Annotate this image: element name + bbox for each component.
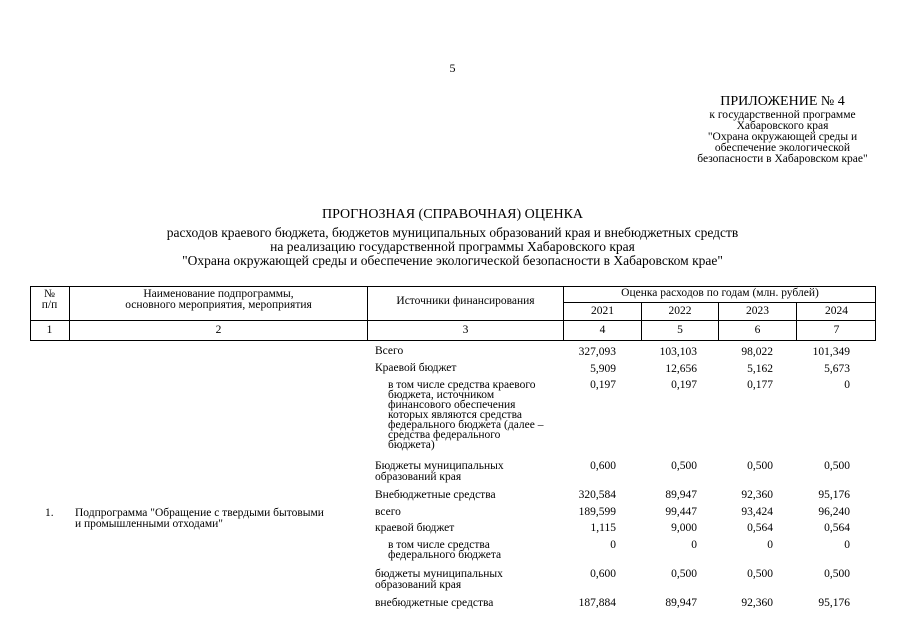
appendix-block xyxy=(640,94,905,165)
appendix-line: к государственной программе xyxy=(709,109,856,121)
value-2022: 99,447 xyxy=(665,506,697,518)
value-2024: 0 xyxy=(844,539,850,551)
document-title: ПРОГНОЗНАЯ (СПРАВОЧНАЯ) ОЦЕНКА xyxy=(321,207,584,222)
header-name: Наименование подпрограммы, основного мероприятия, мероприятия xyxy=(125,288,312,311)
value-2024: 5,673 xyxy=(824,363,850,375)
source-label: Краевой бюджет xyxy=(375,362,457,374)
value-2023: 92,360 xyxy=(741,597,773,609)
column-number: 4 xyxy=(599,324,606,336)
item-name: Подпрограмма "Обращение с твердыми бытовыми и промышленными отходами" xyxy=(75,507,324,530)
value-2021: 0,197 xyxy=(590,379,616,391)
source-label: Внебюджетные средства xyxy=(375,489,496,501)
value-2023: 98,022 xyxy=(741,346,773,358)
value-2023: 0,177 xyxy=(747,379,773,391)
appendix-line: Хабаровского края xyxy=(736,120,829,132)
column-number: 3 xyxy=(462,324,469,336)
value-2022: 9,000 xyxy=(671,522,697,534)
value-2021: 5,909 xyxy=(590,363,616,375)
header-year: 2023 xyxy=(746,305,769,317)
value-2022: 103,103 xyxy=(659,346,697,358)
value-2021: 0,600 xyxy=(590,460,616,472)
value-2021: 187,884 xyxy=(578,597,616,609)
value-2021: 327,093 xyxy=(578,346,616,358)
header-num: № п/п xyxy=(41,288,58,311)
value-2024: 101,349 xyxy=(812,346,850,358)
value-2023: 93,424 xyxy=(741,506,773,518)
source-label: всего xyxy=(375,506,401,518)
value-2021: 0 xyxy=(610,539,616,551)
document-subtitle xyxy=(0,226,905,268)
column-number: 6 xyxy=(754,324,761,336)
source-label: в том числе средства краевого бюджета, источником финансового обеспечения которых являются средства федерального бюджета (далее – средства федерального бюджета) xyxy=(388,379,544,451)
value-2023: 0 xyxy=(767,539,773,551)
subtitle-line: расходов краевого бюджета, бюджетов муниципальных образований края и внебюджетных средств xyxy=(166,225,739,240)
header-year: 2024 xyxy=(825,305,848,317)
appendix-line: безопасности в Хабаровском крае" xyxy=(697,153,868,165)
value-2021: 0,600 xyxy=(590,568,616,580)
value-2022: 12,656 xyxy=(665,363,697,375)
source-label: бюджеты муниципальных образований края xyxy=(375,568,503,591)
column-number: 7 xyxy=(833,324,840,336)
value-2024: 0 xyxy=(844,379,850,391)
item-number: 1. xyxy=(45,507,54,519)
value-2024: 95,176 xyxy=(818,489,850,501)
value-2022: 89,947 xyxy=(665,597,697,609)
appendix-title: ПРИЛОЖЕНИЕ № 4 xyxy=(720,94,845,109)
header-year: 2022 xyxy=(668,305,692,317)
divider xyxy=(563,302,876,303)
header-year: 2021 xyxy=(591,305,614,317)
subtitle-line: "Охрана окружающей среды и обеспечение экологической безопасности в Хабаровском крае" xyxy=(182,253,723,268)
appendix-line: обеспечение экологической xyxy=(714,142,851,154)
header-estimate: Оценка расходов по годам (млн. рублей) xyxy=(621,287,819,299)
value-2022: 89,947 xyxy=(665,489,697,501)
column-number: 2 xyxy=(215,324,222,336)
value-2024: 0,564 xyxy=(824,522,850,534)
value-2024: 95,176 xyxy=(818,597,850,609)
value-2023: 0,564 xyxy=(747,522,773,534)
value-2024: 0,500 xyxy=(824,568,850,580)
value-2021: 1,115 xyxy=(590,522,616,534)
value-2022: 0 xyxy=(691,539,697,551)
value-2022: 0,500 xyxy=(671,568,697,580)
source-label: в том числе средства федерального бюджета xyxy=(388,539,502,561)
source-label: краевой бюджет xyxy=(375,522,455,534)
value-2023: 0,500 xyxy=(747,568,773,580)
value-2022: 0,500 xyxy=(671,460,697,472)
subtitle-line: на реализацию государственной программы Хабаровского края xyxy=(270,239,635,254)
column-number: 1 xyxy=(46,324,53,336)
value-2023: 0,500 xyxy=(747,460,773,472)
source-label: Всего xyxy=(375,345,404,357)
column-number: 5 xyxy=(677,324,683,336)
value-2023: 5,162 xyxy=(747,363,773,375)
value-2023: 92,360 xyxy=(741,489,773,501)
divider xyxy=(30,320,876,321)
value-2021: 320,584 xyxy=(578,489,616,501)
appendix-line: "Охрана окружающей среды и xyxy=(707,131,858,143)
page-number: 5 xyxy=(449,61,456,75)
value-2024: 96,240 xyxy=(818,506,850,518)
source-label: Бюджеты муниципальных образований края xyxy=(375,460,504,483)
source-label: внебюджетные средства xyxy=(375,597,494,609)
value-2024: 0,500 xyxy=(824,460,850,472)
header-source: Источники финансирования xyxy=(396,295,535,307)
value-2022: 0,197 xyxy=(671,379,697,391)
value-2021: 189,599 xyxy=(578,506,616,518)
